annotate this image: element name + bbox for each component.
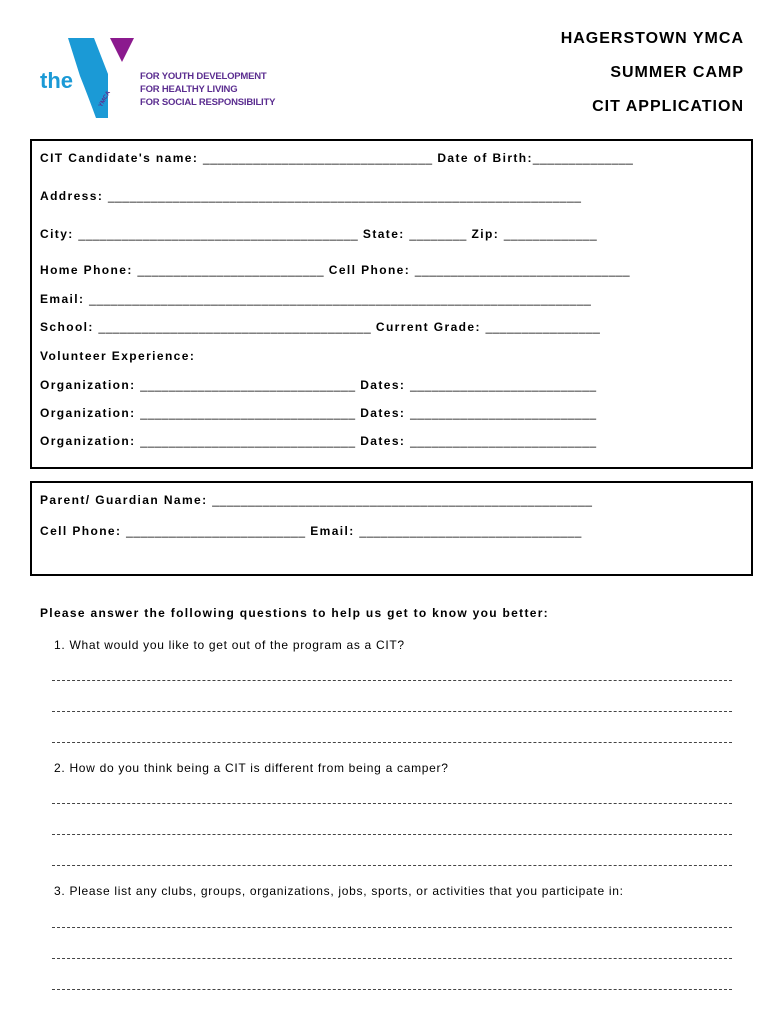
parent-cell-field[interactable]: _________________________ <box>126 524 306 538</box>
city-label: City: <box>40 227 74 241</box>
parent-name-label: Parent/ Guardian Name: <box>40 493 208 507</box>
organization-row <box>40 434 597 448</box>
email-label: Email: <box>40 292 85 306</box>
grade-field[interactable]: ________________ <box>485 320 601 334</box>
school-field[interactable]: ______________________________________ <box>98 320 372 334</box>
question-3: 3. Please list any clubs, groups, organizations, jobs, sports, or activities that you participate in: <box>54 884 624 898</box>
tagline-line-3: FOR SOCIAL RESPONSIBILITY <box>140 97 276 108</box>
organization-row <box>40 378 597 392</box>
dates-field[interactable]: __________________________ <box>410 378 597 392</box>
organization-row <box>40 406 597 420</box>
dates-label: Dates: <box>360 378 406 392</box>
city-field[interactable]: _______________________________________ <box>78 227 359 241</box>
answer-line[interactable] <box>52 803 732 804</box>
dates-label: Dates: <box>360 406 406 420</box>
header-cit-application: CIT APPLICATION <box>592 98 744 115</box>
organization-field[interactable]: ______________________________ <box>140 434 356 448</box>
answer-line[interactable] <box>52 865 732 866</box>
logo-tagline <box>140 70 275 109</box>
dates-label: Dates: <box>360 434 406 448</box>
phone-row <box>40 263 630 277</box>
cell-phone-label: Cell Phone: <box>328 263 411 277</box>
answer-line[interactable] <box>52 711 732 712</box>
answer-line[interactable] <box>52 742 732 743</box>
answer-line[interactable] <box>52 680 732 681</box>
question-1: 1. What would you like to get out of the program as a CIT? <box>54 638 405 652</box>
email-field[interactable]: ______________________________________________________________________ <box>89 292 592 306</box>
organization-label: Organization: <box>40 378 136 392</box>
dates-field[interactable]: __________________________ <box>410 434 597 448</box>
question-2: 2. How do you think being a CIT is different from being a camper? <box>54 761 449 775</box>
city-row <box>40 227 597 241</box>
volunteer-experience-label: Volunteer Experience: <box>40 349 196 363</box>
school-row <box>40 320 600 334</box>
zip-label: Zip: <box>471 227 500 241</box>
organization-label: Organization: <box>40 434 136 448</box>
logo-the-text: the <box>40 68 73 93</box>
grade-label: Current Grade: <box>375 320 481 334</box>
email-row <box>40 292 591 306</box>
organization-label: Organization: <box>40 406 136 420</box>
state-field[interactable]: ________ <box>409 227 467 241</box>
parent-cell-label: Cell Phone: <box>40 524 122 538</box>
answer-line[interactable] <box>52 927 732 928</box>
cell-phone-field[interactable]: ______________________________ <box>414 263 631 277</box>
tagline-line-1: FOR YOUTH DEVELOPMENT <box>140 71 267 82</box>
parent-contact-row <box>40 524 582 538</box>
parent-name-field[interactable]: _____________________________________________________ <box>212 493 593 507</box>
organization-field[interactable]: ______________________________ <box>140 406 356 420</box>
candidate-name-label: CIT Candidate's name: <box>40 151 199 165</box>
tagline-line-2: FOR HEALTHY LIVING <box>140 84 238 95</box>
questions-heading: Please answer the following questions to help us get to know you better: <box>40 606 549 620</box>
parent-email-field[interactable]: _______________________________ <box>359 524 582 538</box>
ymca-y-right-icon <box>110 38 134 62</box>
answer-line[interactable] <box>52 834 732 835</box>
address-field[interactable]: __________________________________________________________________ <box>107 189 582 203</box>
answer-line[interactable] <box>52 989 732 990</box>
candidate-name-row <box>40 151 633 165</box>
zip-field[interactable]: _____________ <box>503 227 598 241</box>
home-phone-label: Home Phone: <box>40 263 133 277</box>
dob-field[interactable]: ______________ <box>532 151 634 165</box>
answer-line[interactable] <box>52 958 732 959</box>
state-label: State: <box>362 227 405 241</box>
parent-name-row <box>40 493 592 507</box>
address-label: Address: <box>40 189 104 203</box>
header-summer-camp: SUMMER CAMP <box>610 64 744 81</box>
parent-email-label: Email: <box>310 524 355 538</box>
address-row <box>40 189 581 203</box>
organization-field[interactable]: ______________________________ <box>140 378 356 392</box>
dates-field[interactable]: __________________________ <box>410 406 597 420</box>
header-ymca-name: HAGERSTOWN YMCA <box>560 30 744 47</box>
candidate-name-field[interactable]: ________________________________ <box>203 151 433 165</box>
dob-label: Date of Birth: <box>437 151 533 165</box>
ymca-small-text: YMCA <box>98 90 113 109</box>
home-phone-field[interactable]: __________________________ <box>137 263 325 277</box>
school-label: School: <box>40 320 94 334</box>
